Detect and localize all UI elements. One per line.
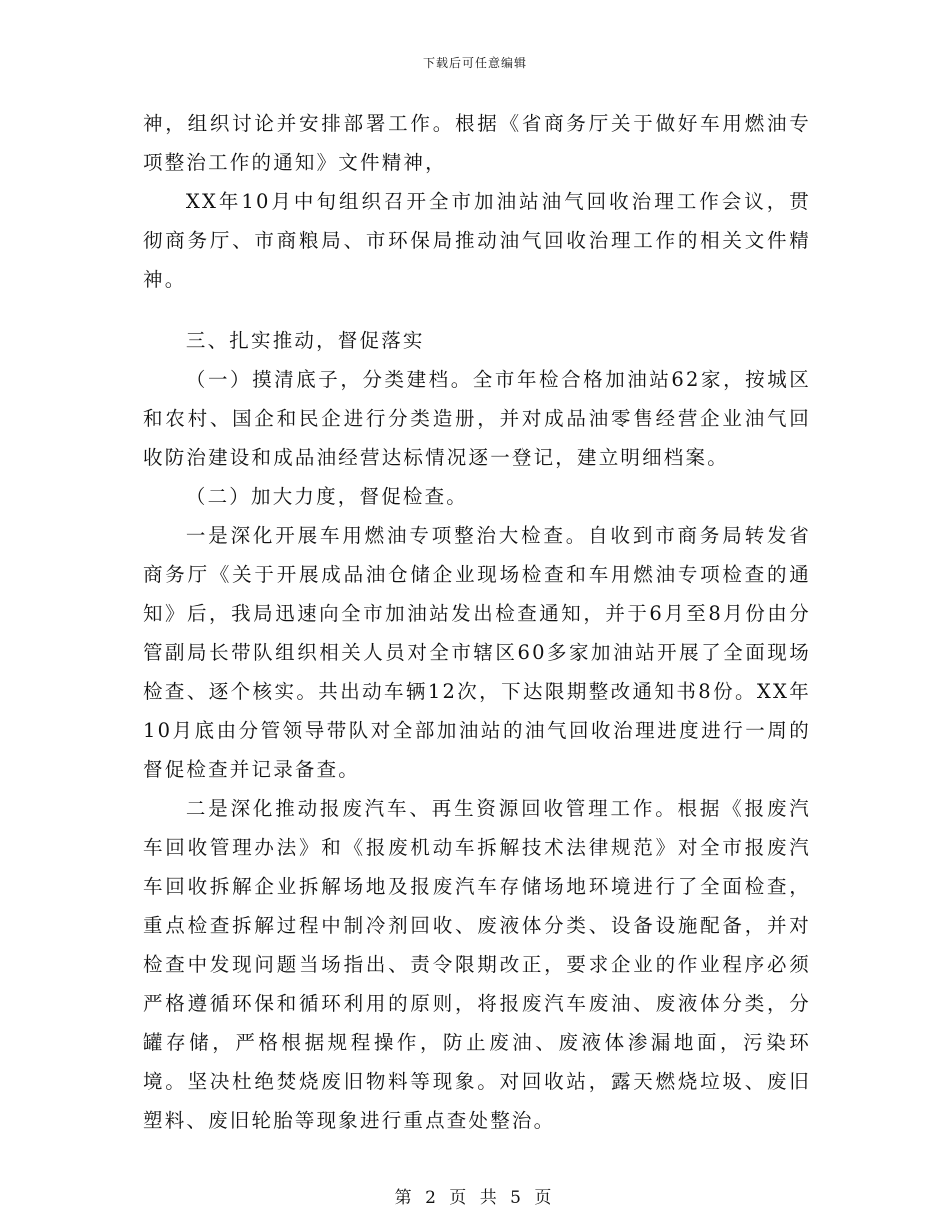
- paragraph-archive: （一）摸清底子，分类建档。全市年检合格加油站62家，按城区和农村、国企和民企进行分类造册，并对成品油零售经营企业油气回收防治建设和成品油经营达标情况逐一登记，建立明细档案。: [143, 368, 811, 469]
- document-body: [143, 104, 811, 1140]
- page-number: 第 2 页 共 5 页: [394, 1188, 556, 1208]
- paragraph-meeting: XX年10月中旬组织召开全市加油站油气回收治理工作会议，贯彻商务厅、市商粮局、市环保局推动油气回收治理工作的相关文件精神。: [143, 190, 811, 291]
- paragraph-continuation: 神，组织讨论并安排部署工作。根据《省商务厅关于做好车用燃油专项整治工作的通知》文件精神，: [143, 112, 811, 174]
- section-heading: 三、扎实推动，督促落实: [185, 329, 425, 352]
- paragraph-fuel-inspection: 一是深化开展车用燃油专项整治大检查。自收到市商务局转发省商务厅《关于开展成品油仓储企业现场检查和车用燃油专项检查的通知》后，我局迅速向全市加油站发出检查通知，并于6月至8月份由分管副局长带队组织相关人员对全市辖区60多家加油站开展了全面现场检查、逐个核实。共出动车辆12次，下达限期整改通知书8份。XX年10月底由分管领导带队对全部加油站的油气回收治理进度进行一周的督促检查并记录备查。: [143, 524, 811, 781]
- paragraph-inspection-heading: （二）加大力度，督促检查。: [185, 485, 468, 508]
- page-header: 下载后可任意编辑: [422, 56, 527, 70]
- paragraph-scrap-vehicles: 二是深化推动报废汽车、再生资源回收管理工作。根据《报废汽车回收管理办法》和《报废机动车拆解技术法律规范》对全市报废汽车回收拆解企业拆解场地及报废汽车存储场地环境进行了全面检查，重点检查拆解过程中制冷剂回收、废液体分类、设备设施配备，并对检查中发现问题当场指出、责令限期改正，要求企业的作业程序必须严格遵循环保和循环利用的原则，将报废汽车废油、废液体分类，分罐存储，严格根据规程操作，防止废油、废液体渗漏地面，污染环境。坚决杜绝焚烧废旧物料等现象。对回收站，露天燃烧垃圾、废旧塑料、废旧轮胎等现象进行重点查处整治。: [143, 797, 811, 1132]
